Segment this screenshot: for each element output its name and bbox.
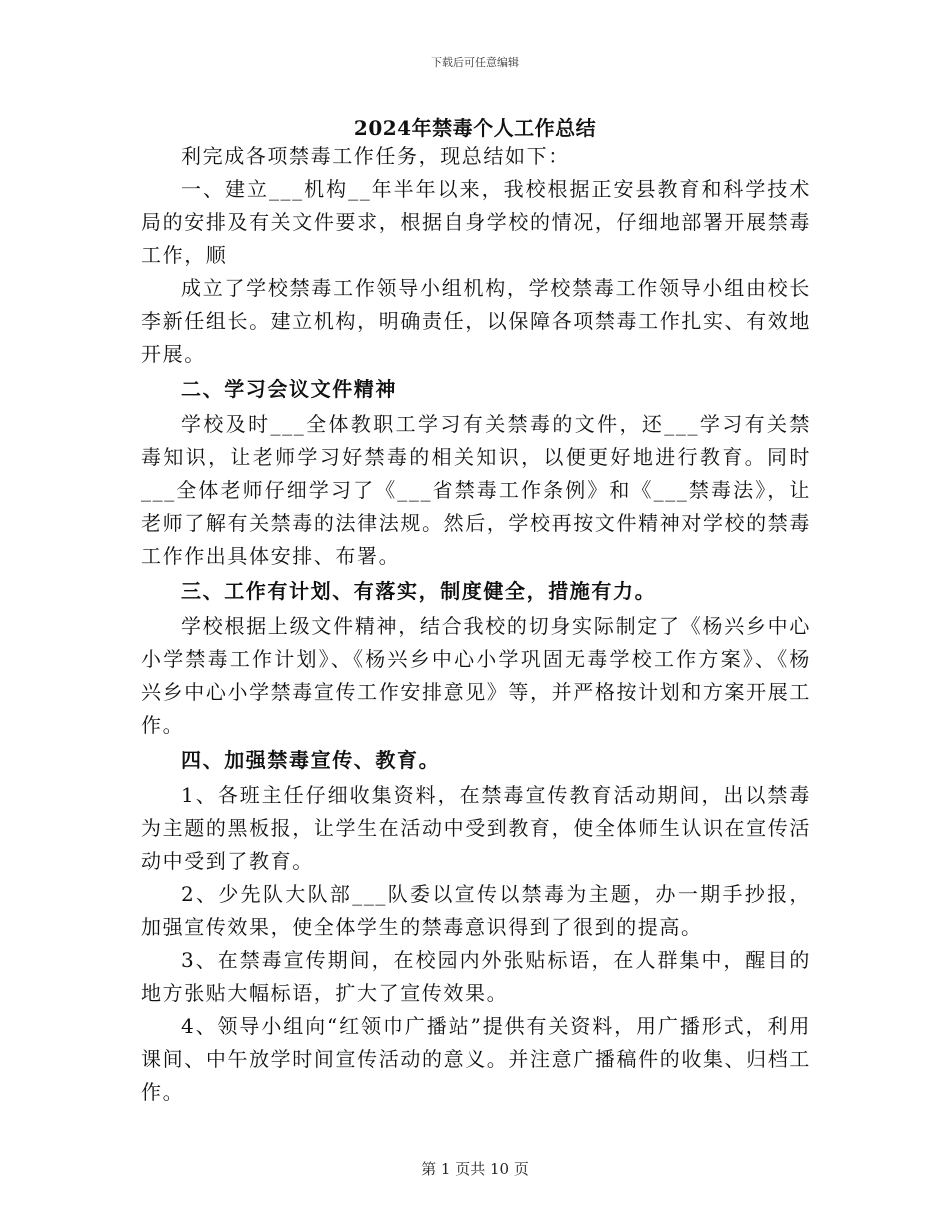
section-heading: 二、学习会议文件精神 (181, 377, 397, 401)
paragraph: 一、建立___机构__年半年以来，我校根据正安县教育和科学技术局的安排及有关文件要求，根据自身学校的情况，仔细地部署开展禁毒工作，顺 (141, 177, 811, 267)
paragraph: 4、领导小组向“红领巾广播站”提供有关资料，用广播形式，利用课间、中午放学时间宣传活动的意义。并注意广播稿件的收集、归档工作。 (141, 1014, 811, 1104)
paragraph: 利完成各项禁毒工作任务，现总结如下： (181, 144, 570, 168)
page-number: 第 1 页共 10 页 (421, 1160, 529, 1178)
paragraph: 1、各班主任仔细收集资料，在禁毒宣传教育活动期间，出以禁毒为主题的黑板报，让学生在活动中受到教育，使全体师生认识在宣传活动中受到了教育。 (141, 783, 811, 873)
header-note: 下载后可任意编辑 (431, 56, 519, 69)
document-title: 2024年禁毒个人工作总结 (353, 116, 597, 140)
paragraph: 3、在禁毒宣传期间，在校园内外张贴标语，在人群集中，醒目的地方张贴大幅标语，扩大了宣传效果。 (141, 948, 811, 1005)
paragraph: 2、少先队大队部___队委以宣传以禁毒为主题，办一期手抄报，加强宣传效果，使全体学生的禁毒意识得到了很到的提高。 (141, 882, 811, 939)
document-body (141, 140, 811, 1109)
paragraph: 学校及时___全体教职工学习有关禁毒的文件，还___学习有关禁毒知识，让老师学习好禁毒的相关知识，以便更好地进行教育。同时___全体老师仔细学习了《___省禁毒工作条例》和《___禁毒法》，让老师了解有关禁毒的法律法规。然后，学校再按文件精神对学校的禁毒工作作出具体安排、布署。 (141, 412, 811, 568)
paragraph: 学校根据上级文件精神，结合我校的切身实际制定了《杨兴乡中心小学禁毒工作计划》、《杨兴乡中心小学巩固无毒学校工作方案》、《杨兴乡中心小学禁毒宣传工作安排意见》等，并严格按计划和方案开展工作。 (141, 614, 811, 737)
section-heading: 四、加强禁毒宣传、教育。 (181, 748, 441, 772)
section-heading: 三、工作有计划、有落实，制度健全，措施有力。 (181, 579, 657, 603)
paragraph: 成立了学校禁毒工作领导小组机构，学校禁毒工作领导小组由校长李新任组长。建立机构，明确责任，以保障各项禁毒工作扎实、有效地开展。 (141, 276, 811, 366)
